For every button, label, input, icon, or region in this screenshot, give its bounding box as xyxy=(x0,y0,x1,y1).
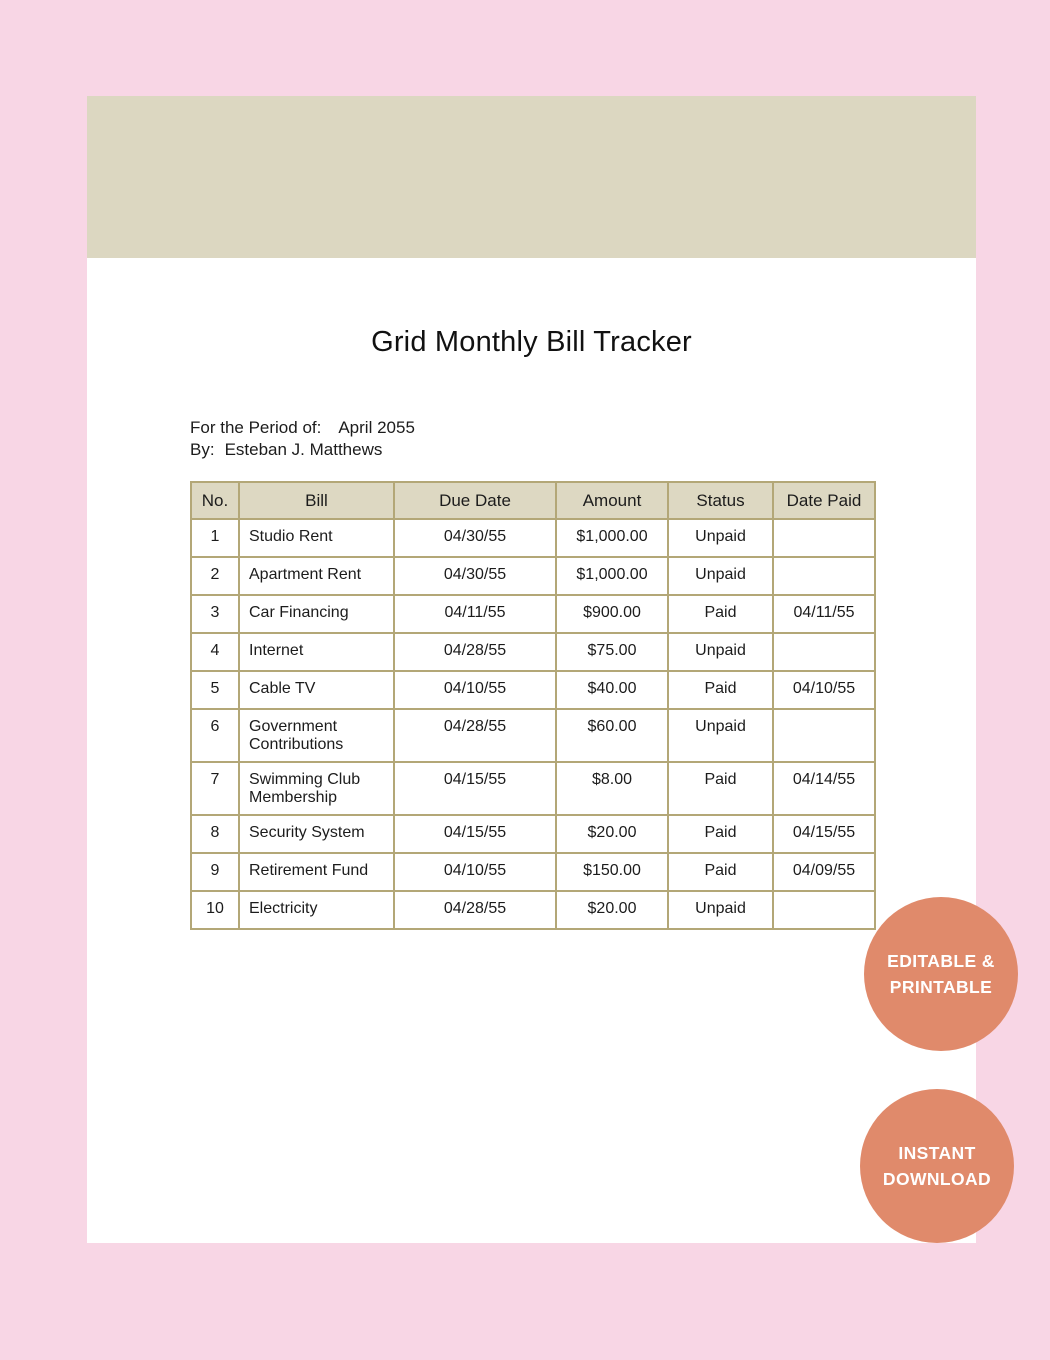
due-date-cell: 04/28/55 xyxy=(394,709,556,762)
bill-cell: Electricity xyxy=(239,891,394,929)
editable-printable-badge xyxy=(864,897,1018,1051)
bill-cell: Internet xyxy=(239,633,394,671)
no-cell: 2 xyxy=(191,557,239,595)
status-cell: Unpaid xyxy=(668,709,773,762)
due-date-cell: 04/11/55 xyxy=(394,595,556,633)
date-paid-cell xyxy=(773,633,875,671)
by-label: By: xyxy=(190,440,215,459)
page-title: Grid Monthly Bill Tracker xyxy=(371,326,692,358)
bill-cell: Swimming Club Membership xyxy=(239,762,394,815)
badge-text xyxy=(887,948,995,1000)
amount-cell: $20.00 xyxy=(556,815,668,853)
no-cell: 8 xyxy=(191,815,239,853)
due-date-cell: 04/30/55 xyxy=(394,519,556,557)
badge-line: EDITABLE & xyxy=(887,951,995,971)
table-row xyxy=(191,557,875,595)
table-row xyxy=(191,519,875,557)
status-cell: Paid xyxy=(668,671,773,709)
header-no: No. xyxy=(191,482,239,519)
due-date-cell: 04/30/55 xyxy=(394,557,556,595)
no-cell: 10 xyxy=(191,891,239,929)
status-cell: Paid xyxy=(668,595,773,633)
amount-cell: $150.00 xyxy=(556,853,668,891)
amount-cell: $8.00 xyxy=(556,762,668,815)
no-cell: 4 xyxy=(191,633,239,671)
badge-line: PRINTABLE xyxy=(889,977,993,997)
amount-cell: $60.00 xyxy=(556,709,668,762)
table-row xyxy=(191,853,875,891)
by-line xyxy=(190,439,415,461)
table-header-row xyxy=(191,482,875,519)
amount-cell: $900.00 xyxy=(556,595,668,633)
table-row xyxy=(191,762,875,815)
no-cell: 1 xyxy=(191,519,239,557)
no-cell: 9 xyxy=(191,853,239,891)
table-row xyxy=(191,633,875,671)
bill-cell: Retirement Fund xyxy=(239,853,394,891)
table-row xyxy=(191,709,875,762)
badge-text xyxy=(883,1140,991,1192)
by-value: Esteban J. Matthews xyxy=(224,440,383,459)
header-amount: Amount xyxy=(556,482,668,519)
status-cell: Unpaid xyxy=(668,557,773,595)
status-cell: Paid xyxy=(668,853,773,891)
bill-cell: Car Financing xyxy=(239,595,394,633)
document-meta xyxy=(190,417,415,461)
date-paid-cell: 04/15/55 xyxy=(773,815,875,853)
due-date-cell: 04/28/55 xyxy=(394,633,556,671)
amount-cell: $1,000.00 xyxy=(556,557,668,595)
header-due-date: Due Date xyxy=(394,482,556,519)
date-paid-cell xyxy=(773,557,875,595)
table-row xyxy=(191,815,875,853)
bill-table xyxy=(190,481,876,930)
no-cell: 6 xyxy=(191,709,239,762)
status-cell: Unpaid xyxy=(668,633,773,671)
table-row xyxy=(191,595,875,633)
document-page xyxy=(87,96,976,1243)
bill-cell: Government Contributions xyxy=(239,709,394,762)
date-paid-cell: 04/14/55 xyxy=(773,762,875,815)
due-date-cell: 04/15/55 xyxy=(394,762,556,815)
date-paid-cell: 04/11/55 xyxy=(773,595,875,633)
header-date-paid: Date Paid xyxy=(773,482,875,519)
amount-cell: $75.00 xyxy=(556,633,668,671)
period-value: April 2055 xyxy=(338,418,415,437)
date-paid-cell xyxy=(773,709,875,762)
status-cell: Paid xyxy=(668,762,773,815)
amount-cell: $1,000.00 xyxy=(556,519,668,557)
amount-cell: $40.00 xyxy=(556,671,668,709)
table-row xyxy=(191,891,875,929)
bill-cell: Studio Rent xyxy=(239,519,394,557)
bill-cell: Cable TV xyxy=(239,671,394,709)
header-band xyxy=(87,96,976,258)
due-date-cell: 04/10/55 xyxy=(394,853,556,891)
header-bill: Bill xyxy=(239,482,394,519)
due-date-cell: 04/10/55 xyxy=(394,671,556,709)
header-status: Status xyxy=(668,482,773,519)
date-paid-cell: 04/09/55 xyxy=(773,853,875,891)
date-paid-cell xyxy=(773,891,875,929)
amount-cell: $20.00 xyxy=(556,891,668,929)
date-paid-cell: 04/10/55 xyxy=(773,671,875,709)
table-row xyxy=(191,671,875,709)
period-line xyxy=(190,417,415,439)
no-cell: 5 xyxy=(191,671,239,709)
due-date-cell: 04/15/55 xyxy=(394,815,556,853)
badge-line: INSTANT xyxy=(898,1143,976,1163)
no-cell: 7 xyxy=(191,762,239,815)
instant-download-badge xyxy=(860,1089,1014,1243)
period-label: For the Period of: xyxy=(190,418,322,437)
no-cell: 3 xyxy=(191,595,239,633)
date-paid-cell xyxy=(773,519,875,557)
bill-cell: Apartment Rent xyxy=(239,557,394,595)
bill-cell: Security System xyxy=(239,815,394,853)
status-cell: Unpaid xyxy=(668,519,773,557)
due-date-cell: 04/28/55 xyxy=(394,891,556,929)
badge-line: DOWNLOAD xyxy=(882,1169,992,1189)
status-cell: Paid xyxy=(668,815,773,853)
status-cell: Unpaid xyxy=(668,891,773,929)
